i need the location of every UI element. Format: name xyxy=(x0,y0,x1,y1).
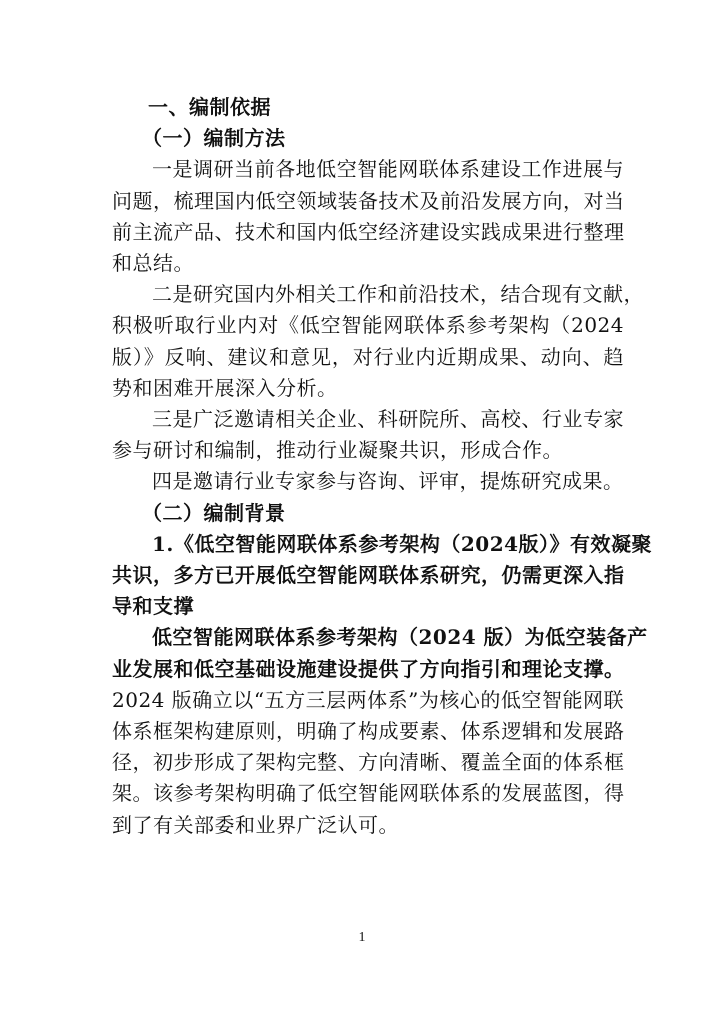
paragraph-line: 二是研究国内外相关工作和前沿技术，结合现有文献， xyxy=(152,282,644,307)
paragraph-line: 版）》反响、建议和意见，对行业内近期成果、动向、趋 xyxy=(112,344,624,369)
paragraph-method-1 xyxy=(112,154,624,279)
paragraph-line: 一是调研当前各地低空智能网联体系建设工作进展与 xyxy=(152,157,624,182)
paragraph-line: 三是广泛邀请相关企业、科研院所、高校、行业专家 xyxy=(152,407,624,431)
subheading-background-1 xyxy=(112,529,653,623)
paragraph-method-2 xyxy=(112,279,644,404)
paragraph-line: 前主流产品、技术和国内低空经济建设实践成果进行整理 xyxy=(112,219,625,244)
subheading-line: 共识，多方已开展低空智能网联体系研究，仍需更深入指 xyxy=(112,563,625,587)
paragraph-background-1 xyxy=(112,622,648,840)
paragraph-line: 问题，梳理国内低空领域装备技术及前沿发展方向，对当 xyxy=(112,188,625,213)
section-heading-method: （一）编制方法 xyxy=(142,126,286,151)
paragraph-line: 体系框架构建原则，明确了构成要素、体系逻辑和发展路 xyxy=(112,719,625,744)
paragraph-line-bold: 低空智能网联体系参考架构（2024 版）为低空装备产 xyxy=(152,625,648,650)
paragraph-line: 到了有关部委和业界广泛认可。 xyxy=(112,812,399,837)
heading-level-1: 一、编制依据 xyxy=(148,95,271,119)
paragraph-line: 2024 版确立以“五方三层两体系”为核心的低空智能网联 xyxy=(112,687,624,712)
paragraph-line: 和总结。 xyxy=(112,250,194,275)
paragraph-method-4 xyxy=(112,466,624,497)
paragraph-line-bold: 业发展和低空基础设施建设提供了方向指引和理论支撑。 xyxy=(112,656,625,681)
subheading-line: 导和支撑 xyxy=(112,594,194,619)
paragraph-line: 径，初步形成了架构完整、方向清晰、覆盖全面的体系框 xyxy=(112,750,625,775)
document-page xyxy=(112,92,653,841)
paragraph-method-3 xyxy=(112,404,624,466)
paragraph-line: 参与研讨和编制，推动行业凝聚共识，形成合作。 xyxy=(112,438,563,463)
subheading-line: 1.《低空智能网联体系参考架构（2024版）》有效凝聚 xyxy=(152,531,653,556)
page-number: 1 xyxy=(358,930,366,945)
section-heading-background: （二）编制背景 xyxy=(142,500,286,525)
paragraph-line: 势和困难开展深入分析。 xyxy=(112,375,338,400)
paragraph-line: 架。该参考架构明确了低空智能网联体系的发展蓝图，得 xyxy=(112,781,625,806)
paragraph-line: 四是邀请行业专家参与咨询、评审，提炼研究成果。 xyxy=(152,469,624,494)
paragraph-line: 积极听取行业内对《低空智能网联体系参考架构（2024 xyxy=(112,313,624,338)
